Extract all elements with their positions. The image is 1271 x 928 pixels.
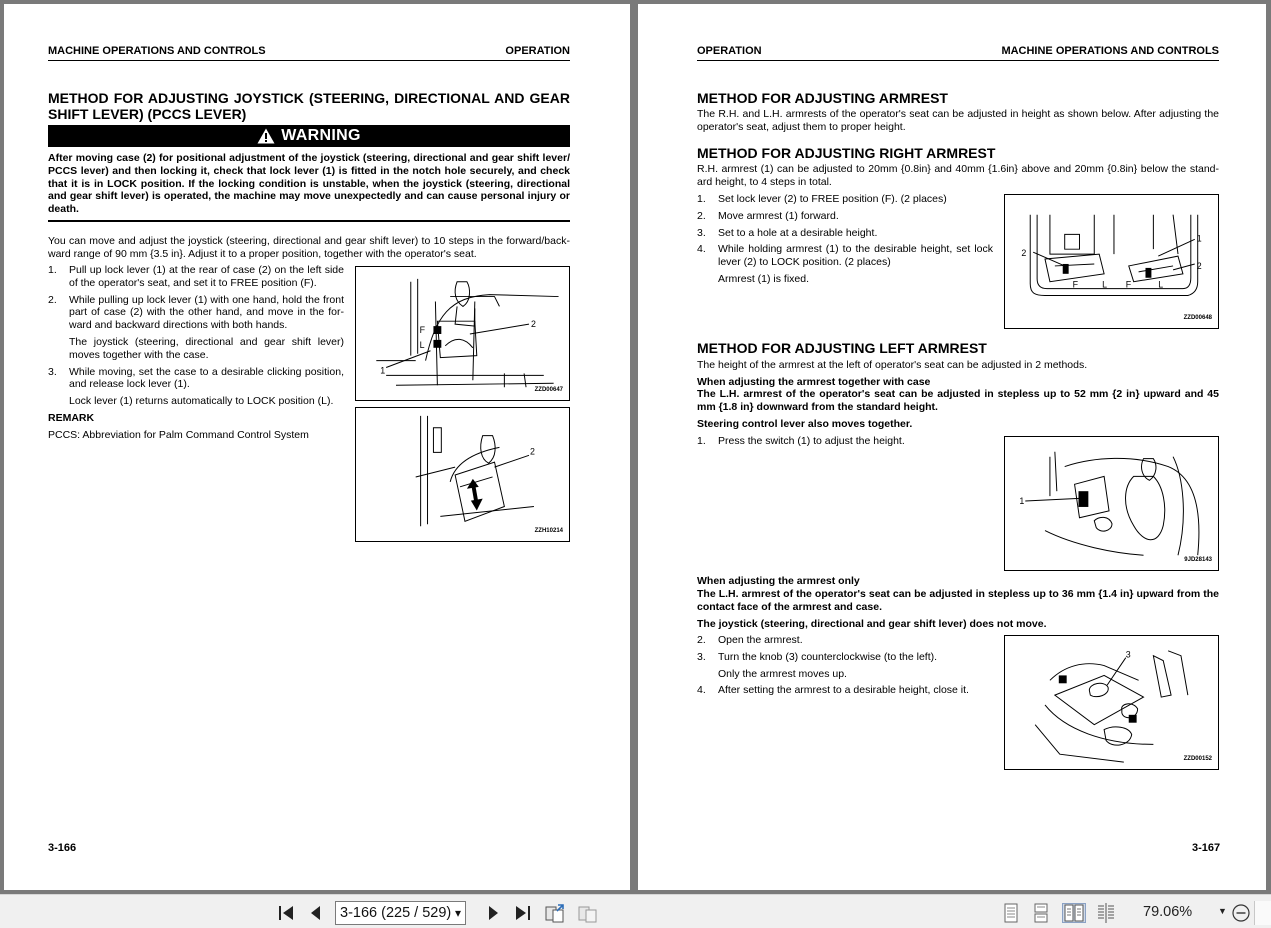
warning-banner xyxy=(48,125,570,147)
figure-code: ZZD00152 xyxy=(1183,756,1212,762)
previous-view-button[interactable] xyxy=(545,903,565,923)
case-move-illustration xyxy=(356,408,569,541)
last-page-icon xyxy=(514,904,532,922)
running-header-right: MACHINE OPERATIONS AND CONTROLS xyxy=(1001,45,1219,57)
figure-armrest-knob xyxy=(1004,635,1219,770)
previous-page-button[interactable] xyxy=(306,903,326,923)
svg-text:L: L xyxy=(1102,279,1108,290)
figure-right-armrest xyxy=(1004,194,1219,329)
section-title-right-armrest: METHOD FOR ADJUSTING RIGHT ARMREST xyxy=(697,145,996,161)
svg-text:L: L xyxy=(419,339,425,350)
svg-text:1: 1 xyxy=(1019,495,1025,506)
section-title-armrest: METHOD FOR ADJUSTING ARMREST xyxy=(697,90,948,106)
armrest-switch-illustration xyxy=(1005,437,1218,570)
figure-lock-lever xyxy=(355,266,570,401)
list-item: 2. While pulling up lock lever (1) with one hand, hold the front part of case (2) with the other hand, and move in the for-ward and backward directions with both hands. xyxy=(48,293,344,332)
svg-text:F: F xyxy=(1125,279,1132,290)
section-title-line2: SHIFT LEVER) (PCCS LEVER) xyxy=(48,106,247,122)
list-item: 3. Turn the knob (3) counterclockwise (to the left). xyxy=(697,650,938,663)
zoom-dropdown-icon[interactable]: ▼ xyxy=(1218,906,1227,916)
section-title-left-armrest: METHOD FOR ADJUSTING LEFT ARMREST xyxy=(697,340,987,356)
svg-text:L: L xyxy=(1158,279,1164,290)
list-item: 2. Move armrest (1) forward. xyxy=(697,209,839,222)
armrest-only-steps xyxy=(697,634,993,701)
list-item: 1. Pull up lock lever (1) at the rear of case (2) on the left side of the operator's seat, and set it to FREE position (F). xyxy=(48,264,344,289)
joystick-note: The joystick (steering, directional and gear shift lever) does not move. xyxy=(697,618,1047,630)
next-page-icon xyxy=(484,904,502,922)
continuous-facing-view-button[interactable] xyxy=(1096,903,1116,923)
procedure-steps xyxy=(48,264,344,442)
previous-view-icon xyxy=(545,903,565,923)
next-view-icon xyxy=(578,903,598,923)
step-note: The joystick (steering, directional and gear shift lever) moves together with the case. xyxy=(69,335,344,361)
running-header-left: OPERATION xyxy=(697,45,762,57)
step-note: Only the armrest moves up. xyxy=(718,667,847,680)
running-header-right: OPERATION xyxy=(505,45,570,57)
warning-text: After moving case (2) for positional adjustment of the joystick (steering, directional and gear shift lever/ PCCS lever) and then locking it, check that lock lever (1) is fitted in the notch hole securely, and check that it is in LOCK position. If the locking condition is unstable, when the joystick (steering, directional and gear shift lever) is operated, the machine may move unexpectedly and can cause personal injury or death. xyxy=(48,152,570,216)
running-header-left: MACHINE OPERATIONS AND CONTROLS xyxy=(48,45,266,57)
next-page-button[interactable] xyxy=(483,903,503,923)
armrest-knob-illustration xyxy=(1005,636,1218,769)
single-page-view-icon xyxy=(1003,903,1019,923)
lock-lever-illustration xyxy=(356,267,569,400)
warning-rule xyxy=(48,220,570,222)
continuous-facing-view-icon xyxy=(1096,903,1116,923)
facing-view-icon xyxy=(1064,904,1084,922)
zoom-out-button[interactable] xyxy=(1231,903,1251,923)
continuous-view-icon xyxy=(1033,903,1049,923)
with-case-text: The L.H. armrest of the operator's seat can be adjusted in stepless up to 52 mm {2 in} upward and 45 mm {1.8 in} downward from the standard height. xyxy=(697,388,1219,413)
viewer-toolbar xyxy=(0,894,1271,928)
with-case-steps xyxy=(697,435,993,452)
intro-paragraph: You can move and adjust the joystick (steering, directional and gear shift lever) to 10 steps in the forward/back-ward range of 90 mm {3.5 in}. Adjust it to a proper position, together with the operator's seat. xyxy=(48,235,570,260)
figure-armrest-switch xyxy=(1004,436,1219,571)
svg-text:1: 1 xyxy=(380,365,386,376)
list-item: 4. After setting the armrest to a desirable height, close it. xyxy=(697,684,969,697)
svg-text:2: 2 xyxy=(530,319,536,330)
toolbar-overflow-edge xyxy=(1254,901,1271,925)
zoom-out-icon xyxy=(1232,904,1250,922)
single-page-view-button[interactable] xyxy=(1001,903,1021,923)
next-view-button[interactable] xyxy=(578,903,598,923)
figure-code: 9JD28143 xyxy=(1184,557,1212,563)
document-page-right xyxy=(638,4,1266,890)
page-number-value: 3-166 (225 / 529) xyxy=(340,905,452,921)
document-page-left xyxy=(4,4,630,890)
list-item: 1. Set lock lever (2) to FREE position (F). (2 places) xyxy=(697,193,947,205)
right-armrest-paragraph: R.H. armrest (1) can be adjusted to 20mm {0.8in} and 40mm {1.6in} above and 20mm {0.8in} below the stand-ard height, to 4 steps in total. xyxy=(697,163,1219,188)
figure-code: ZZD00647 xyxy=(534,387,563,393)
steering-note: Steering control lever also moves together. xyxy=(697,418,913,430)
zoom-level[interactable]: 79.06% xyxy=(1143,904,1193,920)
svg-text:1: 1 xyxy=(1196,233,1202,244)
figure-code: ZZH10214 xyxy=(534,528,563,534)
svg-text:3: 3 xyxy=(1125,649,1131,660)
svg-text:2: 2 xyxy=(529,446,535,457)
remark-text: PCCS: Abbreviation for Palm Command Control System xyxy=(48,428,309,441)
svg-text:F: F xyxy=(1072,279,1079,290)
left-armrest-paragraph: The height of the armrest at the left of operator's seat can be adjusted in 2 methods. xyxy=(697,359,1088,371)
right-armrest-steps xyxy=(697,193,993,290)
with-case-heading: When adjusting the armrest together with case xyxy=(697,376,931,388)
first-page-button[interactable] xyxy=(276,903,296,923)
armrest-only-text: The L.H. armrest of the operator's seat can be adjusted in stepless up to 36 mm {1.4 in} upward from the contact face of the armrest and case. xyxy=(697,588,1219,613)
list-item: 4. While holding armrest (1) to the desirable height, set lock lever (2) to LOCK position. (2 places) xyxy=(697,243,993,269)
step-note: Armrest (1) is fixed. xyxy=(718,272,810,285)
remark-heading: REMARK xyxy=(48,411,95,424)
previous-page-icon xyxy=(307,904,325,922)
figure-code: ZZD00648 xyxy=(1183,315,1212,321)
right-armrest-illustration xyxy=(1005,195,1218,328)
page-number-select[interactable] xyxy=(335,901,466,925)
armrest-only-heading: When adjusting the armrest only xyxy=(697,575,860,587)
page-number: 3-167 xyxy=(1192,842,1221,854)
list-item: 2. Open the armrest. xyxy=(697,634,803,646)
list-item: 3. While moving, set the case to a desirable clicking position, and release lock lever (1). xyxy=(48,365,344,391)
list-item: 1. Press the switch (1) to adjust the height. xyxy=(697,435,905,447)
page-number: 3-166 xyxy=(48,842,77,854)
last-page-button[interactable] xyxy=(513,903,533,923)
step-note: Lock lever (1) returns automatically to LOCK position (L). xyxy=(69,395,334,408)
continuous-view-button[interactable] xyxy=(1031,903,1051,923)
armrest-paragraph: The R.H. and L.H. armrests of the operator's seat can be adjusted in height as shown below. After adjusting the operator's seat, adjust them to proper height. xyxy=(697,108,1219,133)
first-page-icon xyxy=(277,904,295,922)
svg-text:2: 2 xyxy=(1196,260,1202,271)
svg-text:2: 2 xyxy=(1021,248,1027,259)
list-item: 3. Set to a hole at a desirable height. xyxy=(697,226,878,239)
chevron-down-icon: ▾ xyxy=(454,906,461,920)
facing-view-button[interactable] xyxy=(1062,903,1086,923)
svg-text:F: F xyxy=(419,325,426,336)
section-title-line1: METHOD FOR ADJUSTING JOYSTICK (STEERING, DIRECTIONAL AND GEAR xyxy=(48,90,570,106)
header-rule xyxy=(697,60,1219,61)
warning-triangle-icon xyxy=(257,128,275,144)
header-rule xyxy=(48,60,570,61)
figure-case-move xyxy=(355,407,570,542)
warning-label: WARNING xyxy=(281,127,361,144)
